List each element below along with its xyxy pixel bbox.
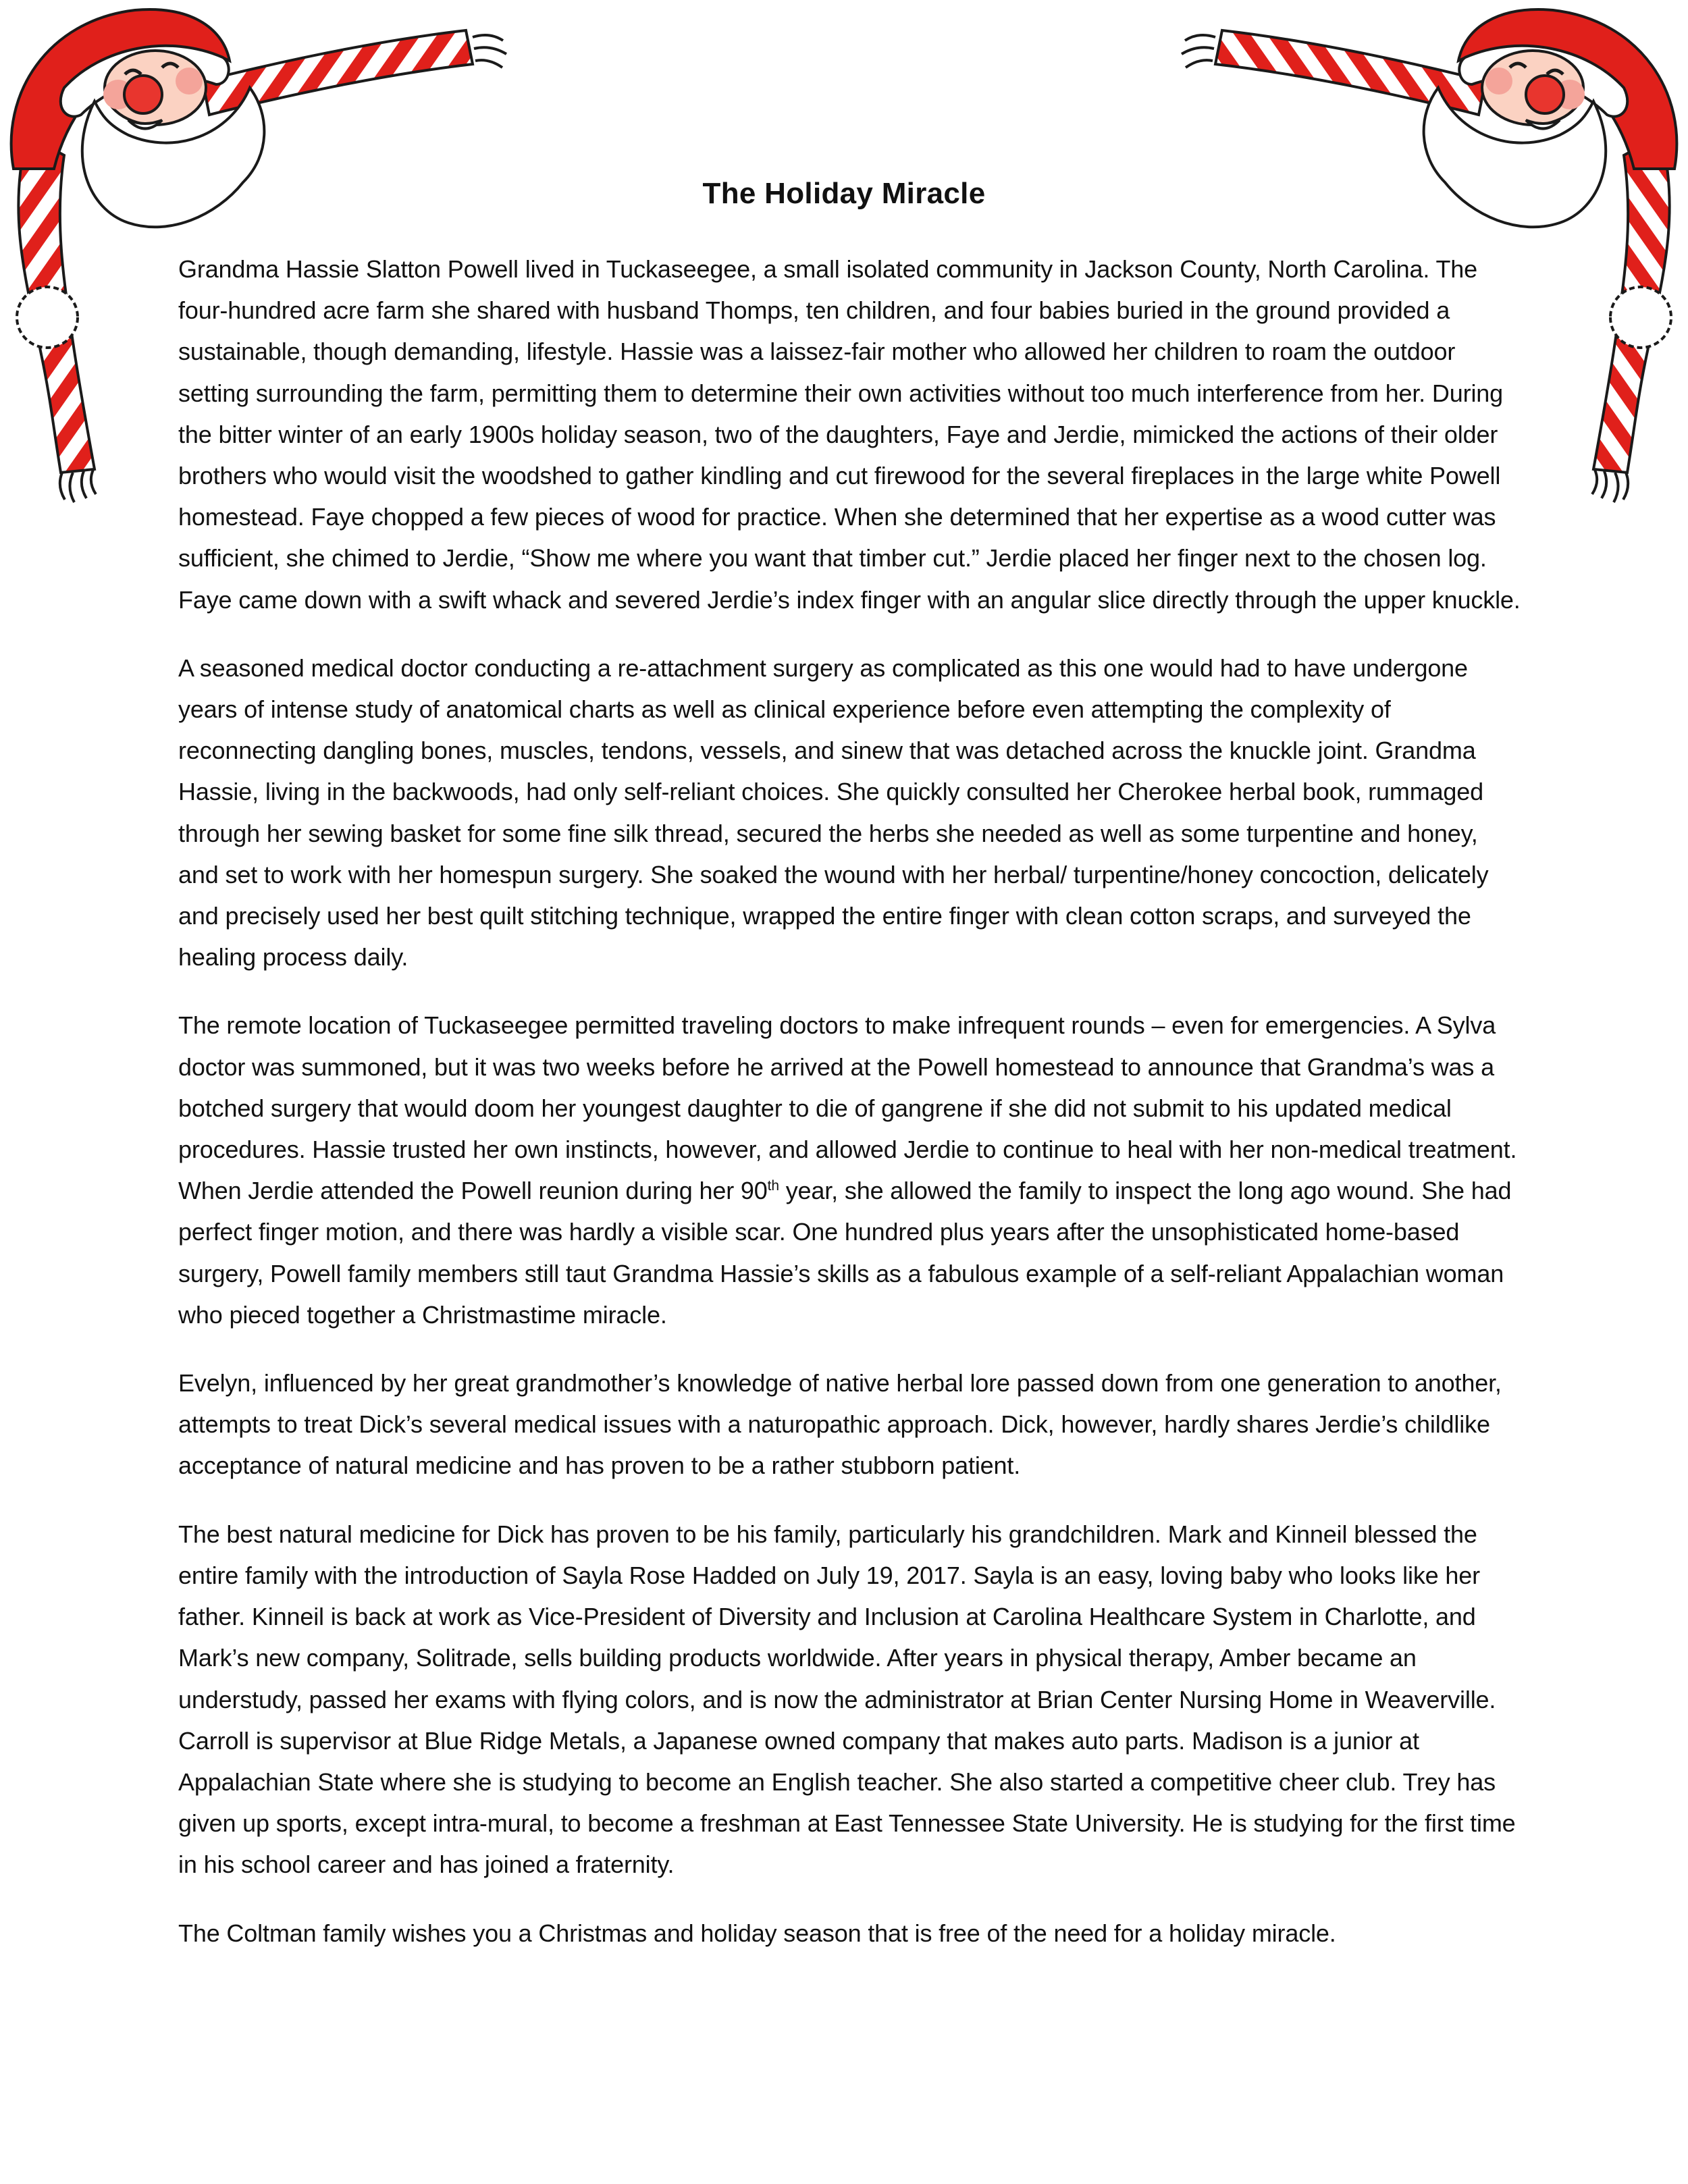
paragraph-5: The best natural medicine for Dick has proven to be his family, particularly his grandchildren. Mark and Kinneil blessed the entire family with the introduction of Sayla Rose Hadded on July 19, 2017. Sayla is an easy, loving baby who looks like her father. Kinneil is back at work as Vice-President of Diversity and Inclusion at Carolina Healthcare System in Charlotte, and Mark’s new company, Solitrade, sells building products worldwide. After years in physical therapy, Amber became an understudy, passed her exams with flying colors, and is now the administrator at Brian Center Nursing Home in Weaverville. Carroll is supervisor at Blue Ridge Metals, a Japanese owned company that makes auto parts. Madison is a junior at Appalachian State where she is studying to become an English teacher. She also started a competitive cheer club. Trey has given up sports, except intra-mural, to become a freshman at East Tennessee State University. He is studying for the first time in his school career and has joined a fraternity. xyxy=(178,1520,1516,1879)
document-body xyxy=(178,248,1522,1981)
paragraph-1: Grandma Hassie Slatton Powell lived in Tuckaseegee, a small isolated community in Jackson County, North Carolina. The four-hundred acre farm she shared with husband Thomps, ten children, and four babies buried in the ground provided a sustainable, though demanding, lifestyle. Hassie was a laissez-fair mother who allowed her children to roam the outdoor setting surrounding the farm, permitting them to determine their own activities without too much interference from her. During the bitter winter of an early 1900s holiday season, two of the daughters, Faye and Jerdie, mimicked the actions of their older brothers who would visit the woodshed to gather kindling and cut firewood for the several fireplaces in the large white Powell homestead. Faye chopped a few pieces of wood for practice. When she determined that her expertise as a wood cutter was sufficient, she chimed to Jerdie, “Show me where you want that timber cut.” Jerdie placed her finger next to the chosen log. Faye came down with a swift whack and severed Jerdie’s index finger with an angular slice directly through the upper knuckle. xyxy=(178,255,1521,614)
paragraph-3 xyxy=(178,1005,1522,1335)
paragraph-2: A seasoned medical doctor conducting a re-attachment surgery as complicated as this one would had to have undergone years of intense study of anatomical charts as well as clinical experience before even attempting the complexity of reconnecting dangling bones, muscles, tendons, vessels, and sinew that was detached across the knuckle joint. Grandma Hassie, living in the backwoods, had only self-reliant choices. She quickly consulted her Cherokee herbal book, rummaged through her sewing basket for some fine silk thread, secured the herbs she needed as well as some turpentine and honey, and set to work with her homespun surgery. She soaked the wound with her herbal/ turpentine/honey concoction, delicately and precisely used her best quilt stitching technique, wrapped the entire finger with clean cotton scraps, and surveyed the healing process daily. xyxy=(178,654,1489,971)
ordinal-superscript: th xyxy=(767,1178,779,1194)
paragraph-3-text-before: The remote location of Tuckaseegee permitted traveling doctors to make infrequent rounds – even for emergencies. A Sylva doctor was summoned, but it was two weeks before he arrived at the Powell homestead to announce that Grandma’s was a botched surgery that would doom her youngest daughter to die of gangrene if she did not submit to his updated medical procedures. Hassie trusted her own instincts, however, and allowed Jerdie to continue to heal with her non-medical treatment. When Jerdie attended the Powell reunion during her 90 xyxy=(178,1011,1517,1205)
paragraph-4: Evelyn, influenced by her great grandmother’s knowledge of native herbal lore passed down from one generation to another, attempts to treat Dick’s several medical issues with a naturopathic approach. Dick, however, hardly shares Jerdie’s childlike acceptance of natural medicine and has proven to be a rather stubborn patient. xyxy=(178,1369,1502,1480)
paragraph-6: The Coltman family wishes you a Christmas and holiday season that is free of the need for a holiday miracle. xyxy=(178,1919,1336,1947)
document-title: The Holiday Miracle xyxy=(702,177,986,210)
paragraph-3-text-after: year, she allowed the family to inspect the long ago wound. She had perfect finger motion, and there was hardly a visible scar. One hundred plus years after the unsophisticated home-based surgery, Powell family members still taut Grandma Hassie’s skills as a fabulous example of a self-reliant Appalachian woman who pieced together a Christmastime miracle. xyxy=(178,1177,1512,1329)
